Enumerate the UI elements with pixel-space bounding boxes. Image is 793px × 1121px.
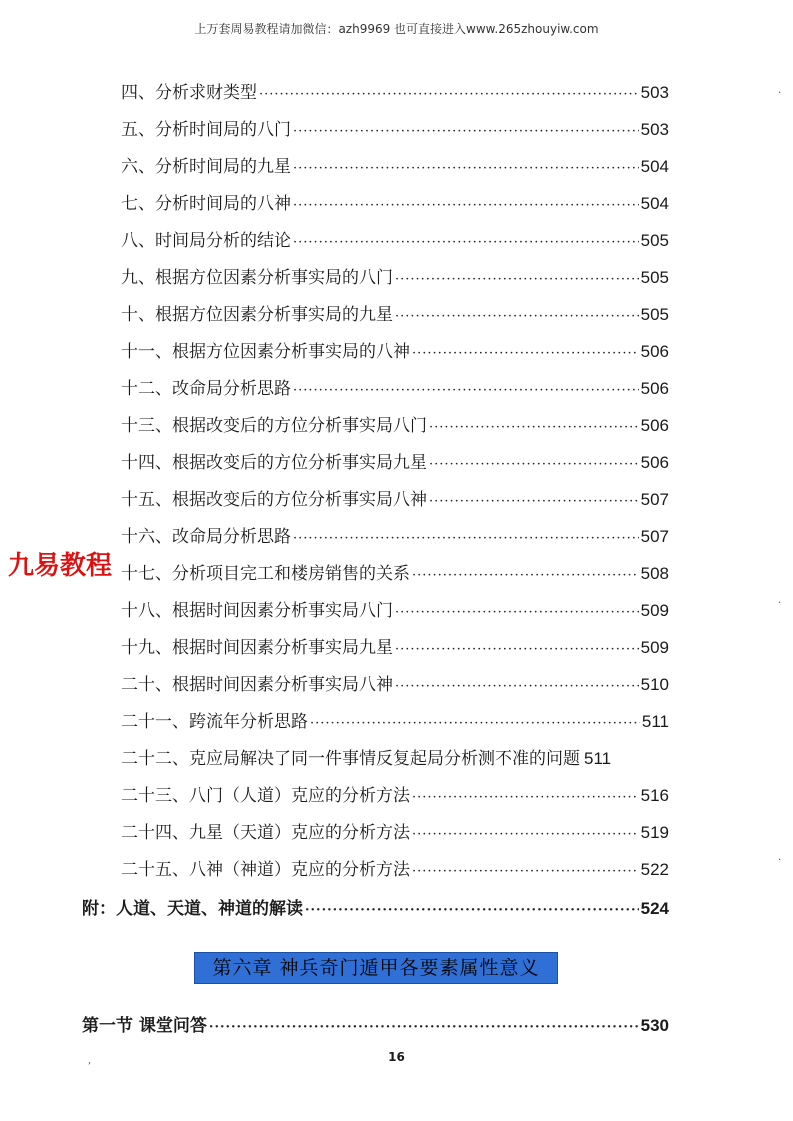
toc-entry-title: 第一节 课堂问答 (82, 1016, 207, 1036)
chapter-heading[interactable]: 第六章 神兵奇门遁甲各要素属性意义 (194, 952, 558, 984)
toc-entry-title: 十一、根据方位因素分析事实局的八神 (121, 342, 410, 362)
toc-entry[interactable] (121, 563, 669, 587)
toc-leader-dots (293, 232, 639, 254)
toc-entry-page: 506 (640, 342, 669, 361)
watermark-logo: 九易教程 (8, 551, 113, 581)
toc-entry-page: 510 (640, 675, 669, 694)
toc-leader-dots (429, 491, 639, 513)
toc-entry-page: 509 (640, 638, 669, 657)
toc-leader-dots (429, 417, 639, 439)
toc-leader-dots (395, 602, 639, 624)
toc-entry-title: 五、分析时间局的八门 (121, 120, 291, 140)
toc-entry-title: 二十、根据时间因素分析事实局八神 (121, 675, 393, 695)
scan-mark: , (88, 1055, 92, 1066)
toc-leader-dots (293, 195, 639, 217)
toc-entry-page: 504 (640, 194, 669, 213)
toc-leader-dots (412, 565, 639, 587)
toc-entry-title: 七、分析时间局的八神 (121, 194, 291, 214)
toc-entry-title: 十四、根据改变后的方位分析事实局九星 (121, 453, 427, 473)
toc-entry-page: 505 (640, 268, 669, 287)
toc-leader-dots (293, 158, 639, 180)
toc-leader-dots (209, 1017, 639, 1039)
toc-entry-title: 十八、根据时间因素分析事实局八门 (121, 601, 393, 621)
top-banner: 上万套周易教程请加微信：azh9969 也可直接进入www.265zhouyiw.com (194, 22, 599, 36)
toc-entry[interactable] (121, 452, 669, 476)
toc-leader-dots (395, 306, 639, 328)
toc-entry-page: 511 (584, 749, 612, 768)
toc-leader-dots (412, 787, 639, 809)
toc-entry-title: 二十四、九星（天道）克应的分析方法 (121, 823, 410, 843)
toc-entry[interactable] (121, 304, 669, 328)
toc-entry[interactable] (121, 748, 669, 770)
toc-entry[interactable] (121, 415, 669, 439)
scan-mark: · (778, 598, 782, 609)
toc-leader-dots (305, 900, 639, 922)
toc-entry-page: 504 (640, 157, 669, 176)
toc-entry-title: 二十一、跨流年分析思路 (121, 712, 308, 732)
toc-entry-page: 522 (640, 860, 669, 879)
toc-entry-title: 九、根据方位因素分析事实局的八门 (121, 268, 393, 288)
toc-entry-title: 四、分析求财类型 (121, 83, 257, 103)
toc-entry-page: 508 (640, 564, 669, 583)
toc-entry[interactable] (121, 156, 669, 180)
toc-entry-page: 506 (640, 416, 669, 435)
toc-entry-page: 509 (640, 601, 669, 620)
toc-leader-dots (429, 454, 639, 476)
toc-entry-title: 六、分析时间局的九星 (121, 157, 291, 177)
toc-entry[interactable] (121, 119, 669, 143)
toc-entry-page: 530 (640, 1016, 669, 1035)
toc-entry-page: 503 (640, 83, 669, 102)
scan-mark: · (778, 88, 782, 99)
toc-leader-dots (412, 343, 639, 365)
toc-appendix-entry[interactable] (82, 898, 669, 922)
toc-entry-title: 十二、改命局分析思路 (121, 379, 291, 399)
toc-entry-title: 十五、根据改变后的方位分析事实局八神 (121, 490, 427, 510)
scan-mark: · (778, 855, 782, 866)
toc-entry[interactable] (121, 378, 669, 402)
toc-entry[interactable] (121, 193, 669, 217)
toc-entry-page: 503 (640, 120, 669, 139)
toc-entry[interactable] (121, 711, 669, 735)
toc-section-entry[interactable] (82, 1015, 669, 1039)
toc-entry-title: 八、时间局分析的结论 (121, 231, 291, 251)
toc-entry[interactable] (121, 230, 669, 254)
toc-entry-page: 507 (640, 527, 669, 546)
toc-entry[interactable] (121, 82, 669, 106)
toc-leader-dots (412, 824, 639, 846)
toc-entry[interactable] (121, 785, 669, 809)
toc-leader-dots (395, 676, 639, 698)
toc-leader-dots (293, 528, 639, 550)
toc-entry-page: 524 (640, 899, 669, 918)
toc-entry[interactable] (121, 859, 669, 883)
toc-entry[interactable] (121, 822, 669, 846)
toc-leader-dots (293, 121, 639, 143)
toc-entry[interactable] (121, 674, 669, 698)
toc-entry-title: 附：人道、天道、神道的解读 (82, 899, 303, 919)
toc-leader-dots (395, 269, 639, 291)
page-number: 16 (388, 1050, 405, 1064)
toc-entry-title: 十七、分析项目完工和楼房销售的关系 (121, 564, 410, 584)
toc-entry[interactable] (121, 341, 669, 365)
toc-entry[interactable] (121, 637, 669, 661)
toc-entry[interactable] (121, 489, 669, 513)
toc-entry-title: 十六、改命局分析思路 (121, 527, 291, 547)
toc-entry-title: 二十二、克应局解决了同一件事情反复起局分析测不准的问题 (121, 749, 580, 769)
toc-entry-page: 511 (641, 712, 669, 731)
toc-entry-title: 二十五、八神（神道）克应的分析方法 (121, 860, 410, 880)
toc-entry-page: 519 (640, 823, 669, 842)
toc-leader-dots (310, 713, 640, 735)
toc-leader-dots (259, 84, 639, 106)
toc-leader-dots (293, 380, 639, 402)
toc-leader-dots (395, 639, 639, 661)
toc-entry-page: 506 (640, 379, 669, 398)
toc-entry-title: 十、根据方位因素分析事实局的九星 (121, 305, 393, 325)
toc-entry[interactable] (121, 526, 669, 550)
toc-entry[interactable] (121, 600, 669, 624)
toc-entry-page: 505 (640, 231, 669, 250)
toc-entry-page: 516 (640, 786, 669, 805)
toc-entry-title: 二十三、八门（人道）克应的分析方法 (121, 786, 410, 806)
toc-leader-dots (412, 861, 639, 883)
toc-entry-title: 十九、根据时间因素分析事实局九星 (121, 638, 393, 658)
toc-entry-page: 505 (640, 305, 669, 324)
toc-entry-page: 506 (640, 453, 669, 472)
toc-entry-title: 十三、根据改变后的方位分析事实局八门 (121, 416, 427, 436)
toc-entry-page: 507 (640, 490, 669, 509)
toc-entry[interactable] (121, 267, 669, 291)
